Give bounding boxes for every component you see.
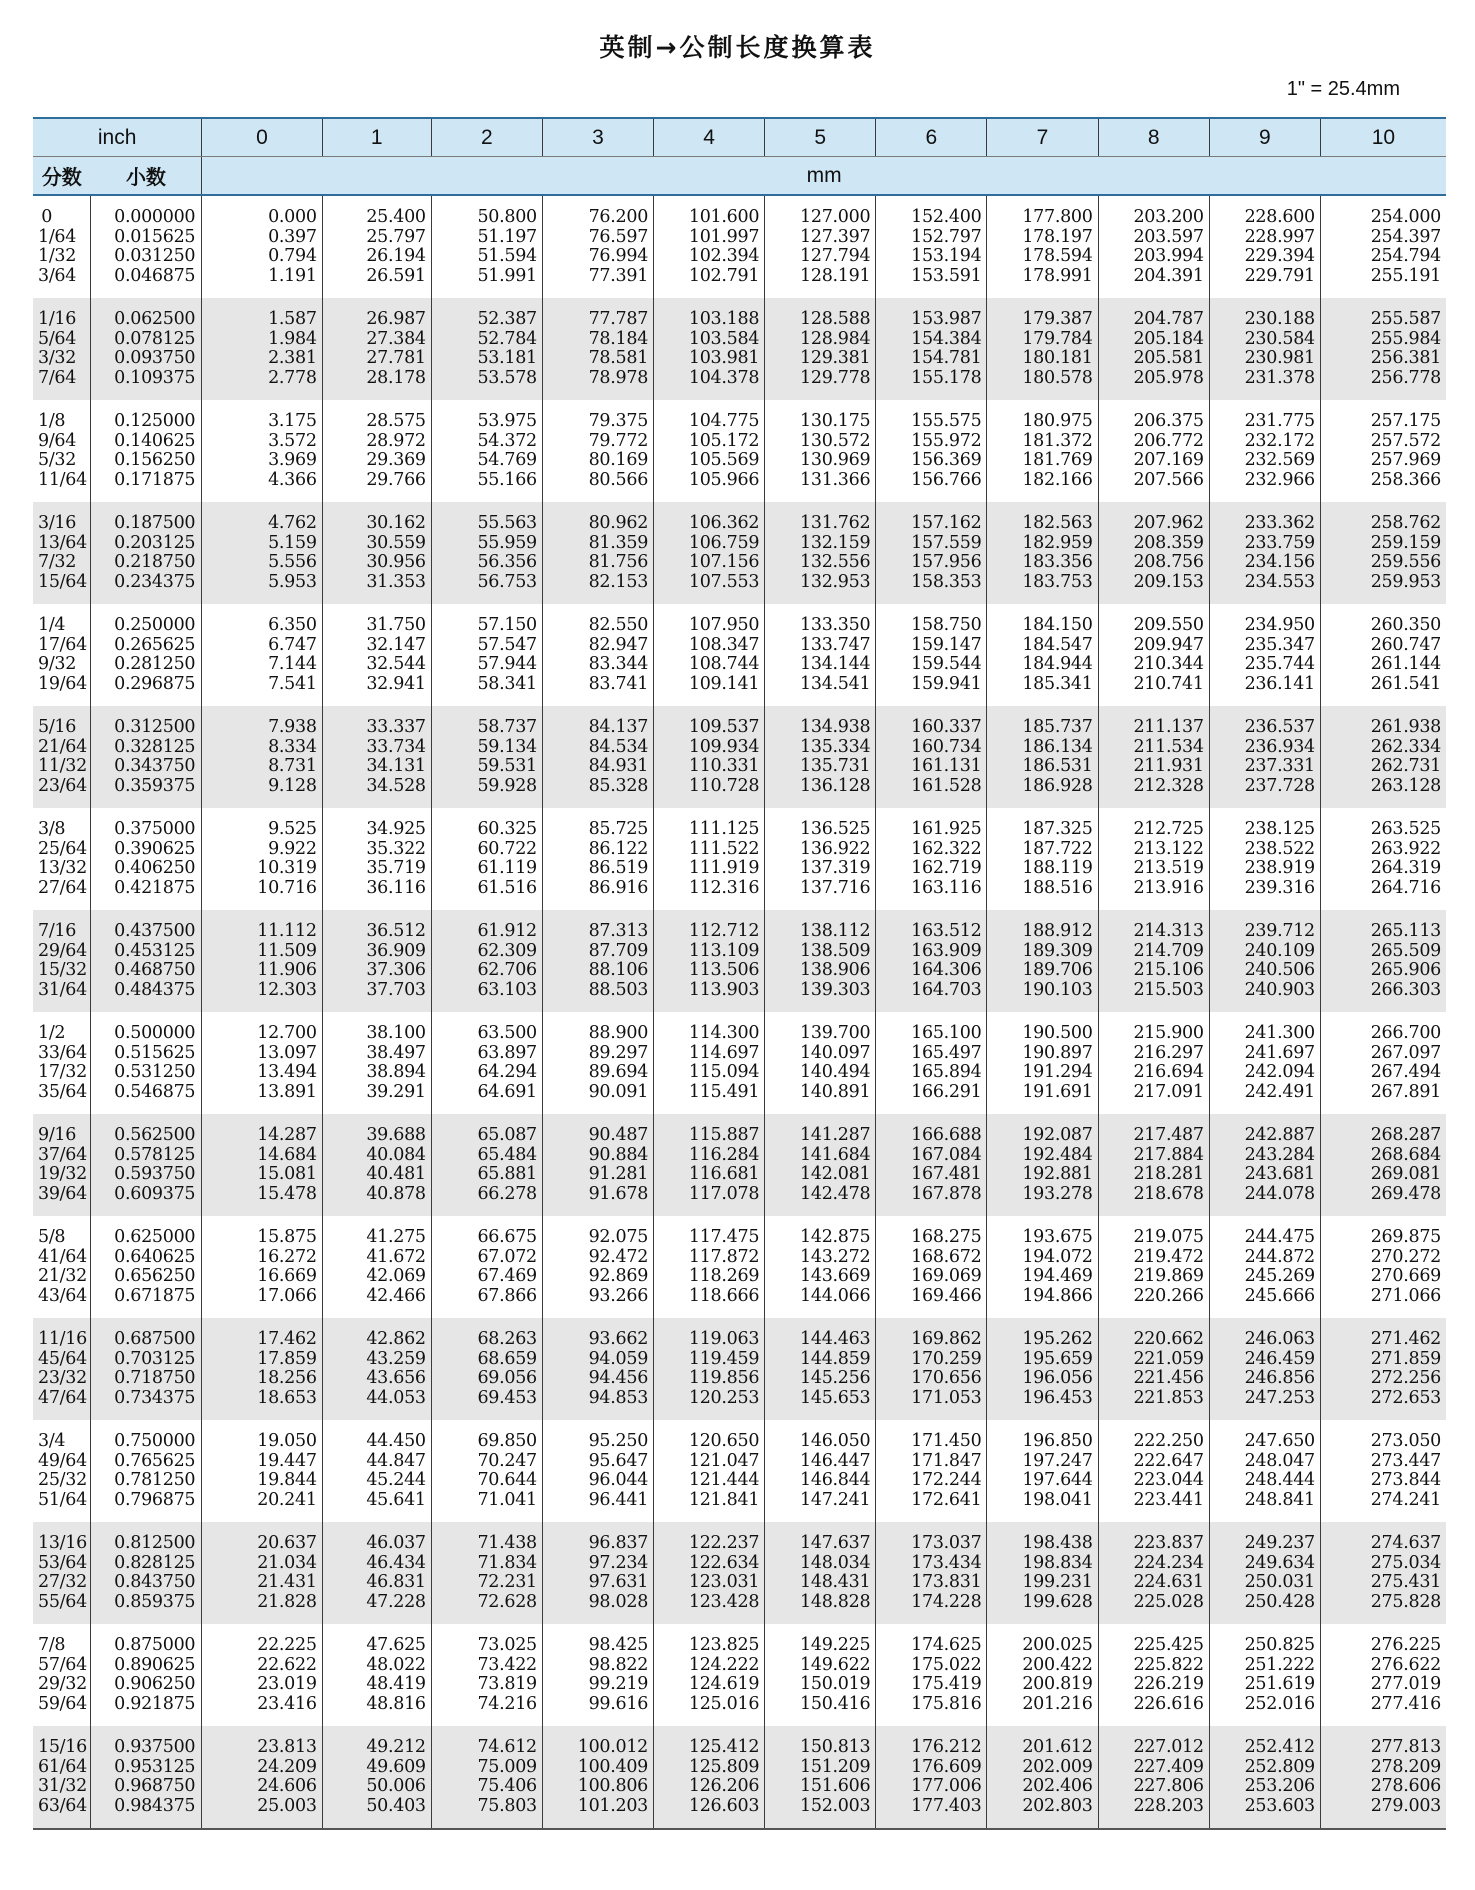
col-header-9: 9 [1209, 118, 1320, 157]
table-row [33, 195, 1446, 298]
mm-cell: 184.150 184.547 184.944 185.341 [987, 604, 1098, 706]
mm-cell: 9.525 9.922 10.319 10.716 [202, 808, 322, 910]
mm-cell: 100.012 100.409 100.806 101.203 [542, 1726, 653, 1829]
col-header-3: 3 [542, 118, 653, 157]
mm-cell: 117.475 117.872 118.269 118.666 [654, 1216, 765, 1318]
mm-cell: 220.662 221.059 221.456 221.853 [1098, 1318, 1209, 1420]
mm-cell: 6.350 6.747 7.144 7.541 [202, 604, 322, 706]
table-row [33, 1012, 1446, 1114]
decimal-header: 小数 [91, 157, 202, 196]
mm-cell: 146.050 146.447 146.844 147.241 [765, 1420, 876, 1522]
mm-cell: 26.987 27.384 27.781 28.178 [322, 298, 431, 400]
mm-cell: 49.212 49.609 50.006 50.403 [322, 1726, 431, 1829]
col-header-1: 1 [322, 118, 431, 157]
mm-cell: 257.175 257.572 257.969 258.366 [1320, 400, 1446, 502]
mm-cell: 61.912 62.309 62.706 63.103 [431, 910, 542, 1012]
mm-cell: 142.875 143.272 143.669 144.066 [765, 1216, 876, 1318]
mm-cell: 206.375 206.772 207.169 207.566 [1098, 400, 1209, 502]
mm-cell: 225.425 225.822 226.219 226.616 [1098, 1624, 1209, 1726]
mm-cell: 230.188 230.584 230.981 231.378 [1209, 298, 1320, 400]
mm-cell: 160.337 160.734 161.131 161.528 [876, 706, 987, 808]
col-header-4: 4 [654, 118, 765, 157]
mm-cell: 173.037 173.434 173.831 174.228 [876, 1522, 987, 1624]
mm-cell: 231.775 232.172 232.569 232.966 [1209, 400, 1320, 502]
mm-cell: 28.575 28.972 29.369 29.766 [322, 400, 431, 502]
mm-cell: 265.113 265.509 265.906 266.303 [1320, 910, 1446, 1012]
mm-cell: 106.362 106.759 107.156 107.553 [654, 502, 765, 604]
decimal-cell: 0.062500 0.078125 0.093750 0.109375 [91, 298, 202, 400]
mm-cell: 69.850 70.247 70.644 71.041 [431, 1420, 542, 1522]
mm-cell: 227.012 227.409 227.806 228.203 [1098, 1726, 1209, 1829]
mm-cell: 153.987 154.384 154.781 155.178 [876, 298, 987, 400]
mm-cell: 180.975 181.372 181.769 182.166 [987, 400, 1098, 502]
decimal-cell: 0.562500 0.578125 0.593750 0.609375 [91, 1114, 202, 1216]
mm-cell: 104.775 105.172 105.569 105.966 [654, 400, 765, 502]
mm-cell: 141.287 141.684 142.081 142.478 [765, 1114, 876, 1216]
col-header-6: 6 [876, 118, 987, 157]
mm-cell: 239.712 240.109 240.506 240.903 [1209, 910, 1320, 1012]
mm-cell: 158.750 159.147 159.544 159.941 [876, 604, 987, 706]
mm-cell: 47.625 48.022 48.419 48.816 [322, 1624, 431, 1726]
mm-cell: 134.938 135.334 135.731 136.128 [765, 706, 876, 808]
mm-cell: 36.512 36.909 37.306 37.703 [322, 910, 431, 1012]
mm-cell: 187.325 187.722 188.119 188.516 [987, 808, 1098, 910]
mm-cell: 157.162 157.559 157.956 158.353 [876, 502, 987, 604]
mm-cell: 193.675 194.072 194.469 194.866 [987, 1216, 1098, 1318]
fraction-cell: 15/16 61/64 31/32 63/64 [33, 1726, 91, 1829]
mm-cell: 19.050 19.447 19.844 20.241 [202, 1420, 322, 1522]
mm-cell: 234.950 235.347 235.744 236.141 [1209, 604, 1320, 706]
decimal-cell: 0.250000 0.265625 0.281250 0.296875 [91, 604, 202, 706]
conversion-note: 1" = 25.4mm [1286, 78, 1400, 100]
decimal-cell: 0.937500 0.953125 0.968750 0.984375 [91, 1726, 202, 1829]
mm-cell: 20.637 21.034 21.431 21.828 [202, 1522, 322, 1624]
fraction-cell: 1/8 9/64 5/32 11/64 [38, 411, 87, 490]
mm-cell: 7.938 8.334 8.731 9.128 [202, 706, 322, 808]
mm-cell: 12.700 13.097 13.494 13.891 [202, 1012, 322, 1114]
mm-cell: 214.313 214.709 215.106 215.503 [1098, 910, 1209, 1012]
mm-cell: 76.200 76.597 76.994 77.391 [542, 195, 653, 298]
mm-cell: 74.612 75.009 75.406 75.803 [431, 1726, 542, 1829]
mm-cell: 177.800 178.197 178.594 178.991 [987, 195, 1098, 298]
mm-cell: 57.150 57.547 57.944 58.341 [431, 604, 542, 706]
fraction-cell: 13/16 53/64 27/32 55/64 [33, 1522, 91, 1624]
mm-cell: 130.175 130.572 130.969 131.366 [765, 400, 876, 502]
mm-cell: 79.375 79.772 80.169 80.566 [542, 400, 653, 502]
fraction-header: 分数 [33, 157, 91, 196]
mm-cell: 258.762 259.159 259.556 259.953 [1320, 502, 1446, 604]
mm-cell: 131.762 132.159 132.556 132.953 [765, 502, 876, 604]
mm-cell: 182.563 182.959 183.356 183.753 [987, 502, 1098, 604]
table-row [33, 1726, 1446, 1829]
mm-cell: 52.387 52.784 53.181 53.578 [431, 298, 542, 400]
mm-cell: 190.500 190.897 191.294 191.691 [987, 1012, 1098, 1114]
mm-cell: 68.263 68.659 69.056 69.453 [431, 1318, 542, 1420]
fraction-cell: 3/4 49/64 25/32 51/64 [38, 1431, 87, 1510]
fraction-cell: 3/16 13/64 7/32 15/64 [33, 502, 91, 604]
mm-cell: 174.625 175.022 175.419 175.816 [876, 1624, 987, 1726]
fraction-cell: 1/16 5/64 3/32 7/64 [33, 298, 91, 400]
mm-cell: 46.037 46.434 46.831 47.228 [322, 1522, 431, 1624]
page-title: 英制→公制长度换算表 [599, 33, 876, 62]
mm-cell: 41.275 41.672 42.069 42.466 [322, 1216, 431, 1318]
mm-cell: 65.087 65.484 65.881 66.278 [431, 1114, 542, 1216]
mm-cell: 152.400 152.797 153.194 153.591 [876, 195, 987, 298]
mm-cell: 115.887 116.284 116.681 117.078 [654, 1114, 765, 1216]
mm-cell: 14.287 14.684 15.081 15.478 [202, 1114, 322, 1216]
mm-cell: 63.500 63.897 64.294 64.691 [431, 1012, 542, 1114]
mm-cell: 261.938 262.334 262.731 263.128 [1320, 706, 1446, 808]
mm-cell: 241.300 241.697 242.094 242.491 [1209, 1012, 1320, 1114]
col-header-5: 5 [765, 118, 876, 157]
mm-cell: 147.637 148.034 148.431 148.828 [765, 1522, 876, 1624]
mm-cell: 203.200 203.597 203.994 204.391 [1098, 195, 1209, 298]
table-row [33, 604, 1446, 706]
decimal-cell: 0.375000 0.390625 0.406250 0.421875 [91, 808, 202, 910]
table-row [33, 400, 1446, 502]
mm-cell: 238.125 238.522 238.919 239.316 [1209, 808, 1320, 910]
decimal-cell: 0.187500 0.203125 0.218750 0.234375 [91, 502, 202, 604]
mm-cell: 254.000 254.397 254.794 255.191 [1320, 195, 1446, 298]
mm-cell: 277.813 278.209 278.606 279.003 [1320, 1726, 1446, 1829]
mm-cell: 212.725 213.122 213.519 213.916 [1098, 808, 1209, 910]
table-row [33, 1624, 1446, 1726]
header-row-units [33, 157, 1446, 196]
col-header-8: 8 [1098, 118, 1209, 157]
mm-cell: 33.337 33.734 34.131 34.528 [322, 706, 431, 808]
mm-cell: 25.400 25.797 26.194 26.591 [322, 195, 431, 298]
mm-header: mm [202, 157, 1446, 196]
mm-cell: 222.250 222.647 223.044 223.441 [1098, 1420, 1209, 1522]
mm-cell: 60.325 60.722 61.119 61.516 [431, 808, 542, 910]
mm-cell: 66.675 67.072 67.469 67.866 [431, 1216, 542, 1318]
mm-cell: 112.712 113.109 113.506 113.903 [654, 910, 765, 1012]
col-header-0: 0 [202, 118, 322, 157]
fraction-cell: 7/8 57/64 29/32 59/64 [38, 1635, 87, 1714]
table-row [33, 1216, 1446, 1318]
mm-cell: 209.550 209.947 210.344 210.741 [1098, 604, 1209, 706]
mm-cell: 96.837 97.234 97.631 98.028 [542, 1522, 653, 1624]
decimal-cell: 0.875000 0.890625 0.906250 0.921875 [91, 1624, 202, 1726]
mm-cell: 266.700 267.097 267.494 267.891 [1320, 1012, 1446, 1114]
col-header-10: 10 [1320, 118, 1446, 157]
fraction-cell: 5/16 21/64 11/32 23/64 [33, 706, 91, 808]
mm-cell: 255.587 255.984 256.381 256.778 [1320, 298, 1446, 400]
mm-cell: 136.525 136.922 137.319 137.716 [765, 808, 876, 910]
mm-cell: 93.662 94.059 94.456 94.853 [542, 1318, 653, 1420]
mm-cell: 211.137 211.534 211.931 212.328 [1098, 706, 1209, 808]
mm-cell: 188.912 189.309 189.706 190.103 [987, 910, 1098, 1012]
mm-cell: 128.588 128.984 129.381 129.778 [765, 298, 876, 400]
mm-cell: 250.825 251.222 251.619 252.016 [1209, 1624, 1320, 1726]
mm-cell: 39.688 40.084 40.481 40.878 [322, 1114, 431, 1216]
fraction-cell: 1/2 33/64 17/32 35/64 [38, 1023, 87, 1102]
mm-cell: 249.237 249.634 250.031 250.428 [1209, 1522, 1320, 1624]
mm-cell: 185.737 186.134 186.531 186.928 [987, 706, 1098, 808]
mm-cell: 103.188 103.584 103.981 104.378 [654, 298, 765, 400]
mm-cell: 114.300 114.697 115.094 115.491 [654, 1012, 765, 1114]
mm-cell: 204.787 205.184 205.581 205.978 [1098, 298, 1209, 400]
mm-cell: 165.100 165.497 165.894 166.291 [876, 1012, 987, 1114]
decimal-cell: 0.687500 0.703125 0.718750 0.734375 [91, 1318, 202, 1420]
mm-cell: 82.550 82.947 83.344 83.741 [542, 604, 653, 706]
mm-cell: 53.975 54.372 54.769 55.166 [431, 400, 542, 502]
mm-cell: 50.800 51.197 51.594 51.991 [431, 195, 542, 298]
mm-cell: 84.137 84.534 84.931 85.328 [542, 706, 653, 808]
mm-cell: 58.737 59.134 59.531 59.928 [431, 706, 542, 808]
decimal-cell: 0.812500 0.828125 0.843750 0.859375 [91, 1522, 202, 1624]
mm-cell: 44.450 44.847 45.244 45.641 [322, 1420, 431, 1522]
mm-cell: 85.725 86.122 86.519 86.916 [542, 808, 653, 910]
mm-cell: 31.750 32.147 32.544 32.941 [322, 604, 431, 706]
mm-cell: 201.612 202.009 202.406 202.803 [987, 1726, 1098, 1829]
mm-cell: 169.862 170.259 170.656 171.053 [876, 1318, 987, 1420]
fraction-cell: 0 1/64 1/32 3/64 [38, 207, 77, 286]
mm-cell: 42.862 43.259 43.656 44.053 [322, 1318, 431, 1420]
mm-cell: 15.875 16.272 16.669 17.066 [202, 1216, 322, 1318]
mm-cell: 73.025 73.422 73.819 74.216 [431, 1624, 542, 1726]
mm-cell: 3.175 3.572 3.969 4.366 [202, 400, 322, 502]
fraction-cell: 1/4 17/64 9/32 19/64 [38, 615, 87, 694]
mm-cell: 200.025 200.422 200.819 201.216 [987, 1624, 1098, 1726]
decimal-cell: 0.437500 0.453125 0.468750 0.484375 [91, 910, 202, 1012]
mm-cell: 195.262 195.659 196.056 196.453 [987, 1318, 1098, 1420]
col-header-2: 2 [431, 118, 542, 157]
mm-cell: 207.962 208.359 208.756 209.153 [1098, 502, 1209, 604]
mm-cell: 274.637 275.034 275.431 275.828 [1320, 1522, 1446, 1624]
mm-cell: 271.462 271.859 272.256 272.653 [1320, 1318, 1446, 1420]
table-body [33, 195, 1446, 1829]
mm-cell: 107.950 108.347 108.744 109.141 [654, 604, 765, 706]
mm-cell: 260.350 260.747 261.144 261.541 [1320, 604, 1446, 706]
decimal-cell: 0.125000 0.140625 0.156250 0.171875 [91, 400, 202, 502]
fraction-cell: 7/16 29/64 15/32 31/64 [33, 910, 91, 1012]
header-row-inch [33, 118, 1446, 157]
mm-cell: 192.087 192.484 192.881 193.278 [987, 1114, 1098, 1216]
fraction-cell: 5/8 41/64 21/32 43/64 [38, 1227, 87, 1306]
mm-cell: 127.000 127.397 127.794 128.191 [765, 195, 876, 298]
mm-cell: 268.287 268.684 269.081 269.478 [1320, 1114, 1446, 1216]
mm-cell: 215.900 216.297 216.694 217.091 [1098, 1012, 1209, 1114]
mm-cell: 11.112 11.509 11.906 12.303 [202, 910, 322, 1012]
mm-cell: 30.162 30.559 30.956 31.353 [322, 502, 431, 604]
mm-cell: 269.875 270.272 270.669 271.066 [1320, 1216, 1446, 1318]
mm-cell: 171.450 171.847 172.244 172.641 [876, 1420, 987, 1522]
mm-cell: 123.825 124.222 124.619 125.016 [654, 1624, 765, 1726]
mm-cell: 22.225 22.622 23.019 23.416 [202, 1624, 322, 1726]
mm-cell: 17.462 17.859 18.256 18.653 [202, 1318, 322, 1420]
mm-cell: 71.438 71.834 72.231 72.628 [431, 1522, 542, 1624]
inch-header: inch [33, 118, 202, 157]
mm-cell: 88.900 89.297 89.694 90.091 [542, 1012, 653, 1114]
fraction-cell: 11/16 45/64 23/32 47/64 [33, 1318, 91, 1420]
mm-cell: 246.063 246.459 246.856 247.253 [1209, 1318, 1320, 1420]
mm-cell: 242.887 243.284 243.681 244.078 [1209, 1114, 1320, 1216]
mm-cell: 219.075 219.472 219.869 220.266 [1098, 1216, 1209, 1318]
mm-cell: 163.512 163.909 164.306 164.703 [876, 910, 987, 1012]
mm-cell: 111.125 111.522 111.919 112.316 [654, 808, 765, 910]
mm-cell: 233.362 233.759 234.156 234.553 [1209, 502, 1320, 604]
mm-cell: 244.475 244.872 245.269 245.666 [1209, 1216, 1320, 1318]
mm-cell: 95.250 95.647 96.044 96.441 [542, 1420, 653, 1522]
mm-cell: 155.575 155.972 156.369 156.766 [876, 400, 987, 502]
mm-cell: 101.600 101.997 102.394 102.791 [654, 195, 765, 298]
table-row [33, 1420, 1446, 1522]
mm-cell: 38.100 38.497 38.894 39.291 [322, 1012, 431, 1114]
mm-cell: 119.063 119.459 119.856 120.253 [654, 1318, 765, 1420]
mm-cell: 179.387 179.784 180.181 180.578 [987, 298, 1098, 400]
mm-cell: 125.412 125.809 126.206 126.603 [654, 1726, 765, 1829]
table-row [33, 502, 1446, 604]
mm-cell: 1.587 1.984 2.381 2.778 [202, 298, 322, 400]
decimal-cell: 0.750000 0.765625 0.781250 0.796875 [91, 1420, 202, 1522]
mm-cell: 92.075 92.472 92.869 93.266 [542, 1216, 653, 1318]
mm-cell: 139.700 140.097 140.494 140.891 [765, 1012, 876, 1114]
mm-cell: 223.837 224.234 224.631 225.028 [1098, 1522, 1209, 1624]
mm-cell: 150.813 151.209 151.606 152.003 [765, 1726, 876, 1829]
fraction-cell: 9/16 37/64 19/32 39/64 [33, 1114, 91, 1216]
mm-cell: 273.050 273.447 273.844 274.241 [1320, 1420, 1446, 1522]
mm-cell: 98.425 98.822 99.219 99.616 [542, 1624, 653, 1726]
mm-cell: 196.850 197.247 197.644 198.041 [987, 1420, 1098, 1522]
mm-cell: 77.787 78.184 78.581 78.978 [542, 298, 653, 400]
mm-cell: 90.487 90.884 91.281 91.678 [542, 1114, 653, 1216]
mm-cell: 149.225 149.622 150.019 150.416 [765, 1624, 876, 1726]
mm-cell: 4.762 5.159 5.556 5.953 [202, 502, 322, 604]
mm-cell: 138.112 138.509 138.906 139.303 [765, 910, 876, 1012]
decimal-cell: 0.000000 0.015625 0.031250 0.046875 [91, 195, 202, 298]
table-row [33, 1522, 1446, 1624]
mm-cell: 80.962 81.359 81.756 82.153 [542, 502, 653, 604]
mm-cell: 0.000 0.397 0.794 1.191 [202, 195, 322, 298]
conversion-table [33, 117, 1446, 1830]
mm-cell: 55.563 55.959 56.356 56.753 [431, 502, 542, 604]
mm-cell: 276.225 276.622 277.019 277.416 [1320, 1624, 1446, 1726]
mm-cell: 168.275 168.672 169.069 169.466 [876, 1216, 987, 1318]
table-row [33, 1318, 1446, 1420]
mm-cell: 120.650 121.047 121.444 121.841 [654, 1420, 765, 1522]
mm-cell: 144.463 144.859 145.256 145.653 [765, 1318, 876, 1420]
mm-cell: 252.412 252.809 253.206 253.603 [1209, 1726, 1320, 1829]
mm-cell: 166.688 167.084 167.481 167.878 [876, 1114, 987, 1216]
mm-cell: 161.925 162.322 162.719 163.116 [876, 808, 987, 910]
decimal-cell: 0.312500 0.328125 0.343750 0.359375 [91, 706, 202, 808]
mm-cell: 23.813 24.209 24.606 25.003 [202, 1726, 322, 1829]
table-row [33, 808, 1446, 910]
fraction-cell: 3/8 25/64 13/32 27/64 [38, 819, 87, 898]
table-row [33, 298, 1446, 400]
mm-cell: 217.487 217.884 218.281 218.678 [1098, 1114, 1209, 1216]
mm-cell: 133.350 133.747 134.144 134.541 [765, 604, 876, 706]
mm-cell: 176.212 176.609 177.006 177.403 [876, 1726, 987, 1829]
mm-cell: 236.537 236.934 237.331 237.728 [1209, 706, 1320, 808]
mm-cell: 87.313 87.709 88.106 88.503 [542, 910, 653, 1012]
mm-cell: 198.438 198.834 199.231 199.628 [987, 1522, 1098, 1624]
table-row [33, 1114, 1446, 1216]
decimal-cell: 0.500000 0.515625 0.531250 0.546875 [91, 1012, 202, 1114]
decimal-cell: 0.625000 0.640625 0.656250 0.671875 [91, 1216, 202, 1318]
mm-cell: 122.237 122.634 123.031 123.428 [654, 1522, 765, 1624]
mm-cell: 34.925 35.322 35.719 36.116 [322, 808, 431, 910]
mm-cell: 109.537 109.934 110.331 110.728 [654, 706, 765, 808]
table-row [33, 706, 1446, 808]
mm-cell: 263.525 263.922 264.319 264.716 [1320, 808, 1446, 910]
mm-cell: 228.600 228.997 229.394 229.791 [1209, 195, 1320, 298]
mm-cell: 247.650 248.047 248.444 248.841 [1209, 1420, 1320, 1522]
table-row [33, 910, 1446, 1012]
col-header-7: 7 [987, 118, 1098, 157]
